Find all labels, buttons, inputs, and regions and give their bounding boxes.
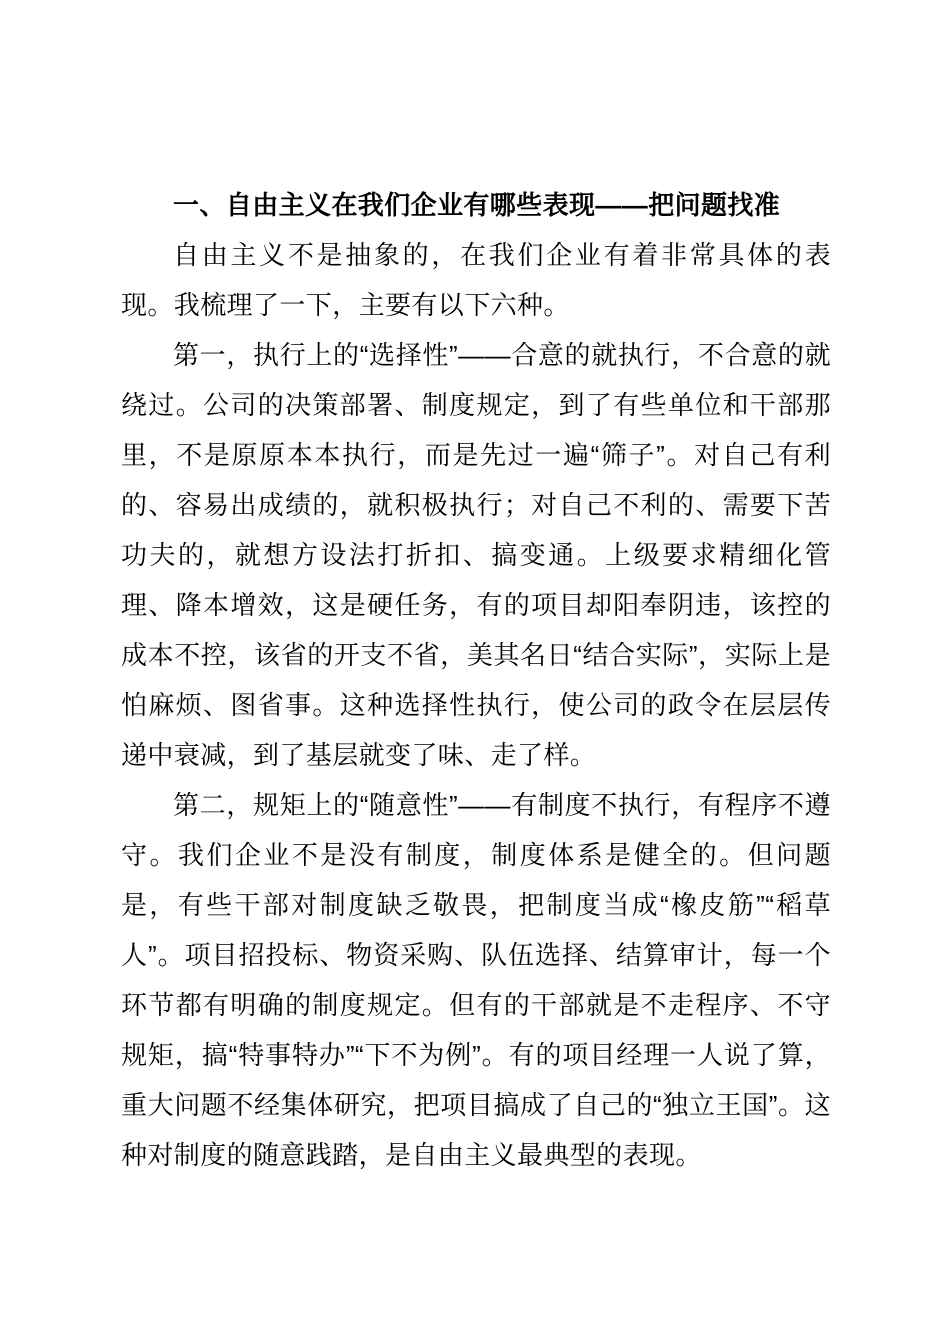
document-page bbox=[121, 180, 831, 1180]
paragraph-first-point: 第一，执行上的“选择性”——合意的就执行，不合意的就绕过。公司的决策部署、制度规定，到了有些单位和干部那里，不是原原本本执行，而是先过一遍“筛子”。对自己有利的、容易出成绩的，就积极执行；对自己不利的、需要下苦功夫的，就想方设法打折扣、搞变通。上级要求精细化管理、降本增效，这是硬任务，有的项目却阳奉阴违，该控的成本不控，该省的开支不省，美其名日“结合实际”，实际上是怕麻烦、图省事。这种选择性执行，使公司的政令在层层传递中衰减，到了基层就变了味、走了样。 bbox=[121, 340, 831, 770]
paragraph-intro: 自由主义不是抽象的，在我们企业有着非常具体的表现。我梳理了一下，主要有以下六种。 bbox=[121, 240, 831, 320]
paragraph-second-point: 第二，规矩上的“随意性”——有制度不执行，有程序不遵守。我们企业不是没有制度，制度体系是健全的。但问题是，有些干部对制度缺乏敬畏，把制度当成“橡皮筋”“稻草人”。项目招投标、物资采购、队伍选择、结算审计，每一个环节都有明确的制度规定。但有的干部就是不走程序、不守规矩，搞“特事特办”“下不为例”。有的项目经理一人说了算，重大问题不经集体研究，把项目搞成了自己的“独立王国”。这种对制度的随意践踏，是自由主义最典型的表现。 bbox=[121, 790, 831, 1170]
section-heading: 一、自由主义在我们企业有哪些表现——把问题找准 bbox=[173, 190, 781, 220]
